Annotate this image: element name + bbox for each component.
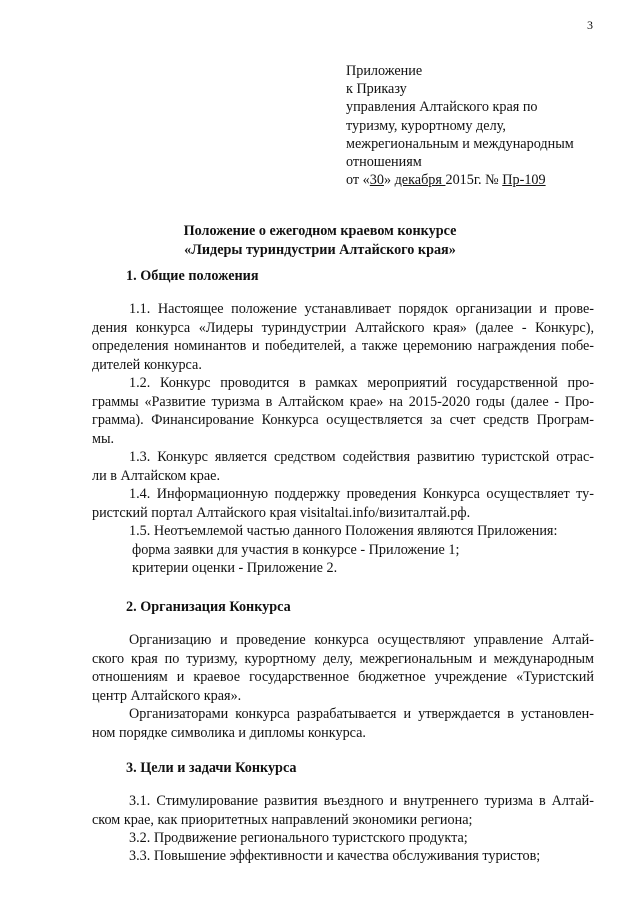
order-date-line bbox=[346, 171, 626, 189]
paragraph-1-1 bbox=[92, 300, 594, 374]
paragraph-2-2 bbox=[92, 705, 594, 742]
text-line: центр Алтайского края». bbox=[92, 687, 242, 704]
text-line: Организаторами конкурса разрабатывается и утверждается в установлен- bbox=[129, 706, 594, 722]
text-line: 1.1. Настоящее положение устанавливает порядок организации и прове- bbox=[129, 301, 594, 317]
paragraph-1-3 bbox=[92, 448, 594, 485]
text-line: ном порядке символика и дипломы конкурса. bbox=[92, 724, 366, 741]
section-heading: 2. Организация Конкурса bbox=[126, 599, 291, 615]
text-line: граммы «Развитие туризма в Алтайском крае» на 2015-2020 годы (далее - Про- bbox=[92, 393, 594, 410]
text-line: критерии оценки - Приложение 2. bbox=[132, 560, 338, 577]
order-number: Пр-109 bbox=[502, 172, 546, 189]
text-line: ли в Алтайском крае. bbox=[92, 467, 220, 484]
text-line: 3.1. Стимулирование развития въездного и внутреннего туризма в Алтай- bbox=[129, 793, 594, 809]
appendix-line: Приложение bbox=[346, 63, 423, 79]
text-line: грамма). Финансирование Конкурса осуществляется за счет средств Програм- bbox=[92, 412, 594, 429]
order-day: 30 bbox=[369, 172, 384, 189]
text-line: 1.3. Конкурс является средством содействия развитию туристской отрас- bbox=[129, 449, 594, 465]
appendix-line: межрегиональным и международным bbox=[346, 135, 574, 152]
order-month: декабря bbox=[394, 172, 446, 189]
paragraph-3-1 bbox=[92, 792, 594, 829]
section-heading: 3. Цели и задачи Конкурса bbox=[126, 760, 297, 776]
paragraph-3-3 bbox=[92, 847, 594, 866]
appendix-line: туризму, курортному делу, bbox=[346, 117, 506, 134]
date-prefix: от « bbox=[346, 172, 370, 189]
appendix-line: к Приказу bbox=[346, 81, 407, 98]
paragraph-1-2 bbox=[92, 374, 594, 448]
text-line: 3.2. Продвижение регионального туристского продукта; bbox=[129, 830, 468, 846]
text-line: 1.4. Информационную поддержку проведения Конкурса осуществляет ту- bbox=[129, 486, 594, 502]
appendix-line: управления Алтайского края по bbox=[346, 99, 538, 116]
text-line: дителей конкурса. bbox=[92, 356, 202, 373]
order-year: 2015г. № bbox=[445, 172, 503, 189]
text-line: 1.5. Неотъемлемой частью данного Положения являются Приложения: bbox=[129, 523, 558, 539]
text-line: отношениям и краевое государственное бюджетное учреждение «Туристский bbox=[92, 669, 594, 686]
title-line: Положение о ежегодном краевом конкурсе bbox=[183, 223, 457, 239]
text-line: ристский портал Алтайского края visitaltai.info/визиталтай.рф. bbox=[92, 504, 471, 521]
appendix-header bbox=[346, 62, 626, 189]
paragraph-2-1 bbox=[92, 631, 594, 705]
text-line: 3.3. Повышение эффективности и качества обслуживания туристов; bbox=[129, 848, 541, 864]
page-number: 3 bbox=[587, 18, 593, 32]
title-line: «Лидеры туриндустрии Алтайского края» bbox=[184, 241, 456, 258]
text-line: форма заявки для участия в конкурсе - Приложение 1; bbox=[132, 541, 460, 558]
text-line: Организацию и проведение конкурса осуществляют управление Алтай- bbox=[129, 632, 594, 648]
text-line: определения номинантов и победителей, а также церемонию награждения побе- bbox=[92, 338, 594, 355]
paragraph-1-4 bbox=[92, 485, 594, 522]
date-mid: » bbox=[383, 172, 395, 189]
paragraph-3-2 bbox=[92, 829, 594, 848]
paragraph-1-5 bbox=[92, 522, 594, 578]
document-title bbox=[0, 222, 640, 259]
text-line: дения конкурса «Лидеры туриндустрии Алтайского края» (далее - Конкурс), bbox=[92, 319, 594, 336]
text-line: ском крае, как приоритетных направлений экономики региона; bbox=[92, 811, 473, 828]
text-line: 1.2. Конкурс проводится в рамках мероприятий государственной про- bbox=[129, 375, 594, 391]
appendix-line: отношениям bbox=[346, 154, 422, 171]
text-line: ского края по туризму, курортному делу, межрегиональным и международным bbox=[92, 650, 594, 667]
section-heading: 1. Общие положения bbox=[126, 268, 259, 284]
text-line: мы. bbox=[92, 430, 115, 447]
